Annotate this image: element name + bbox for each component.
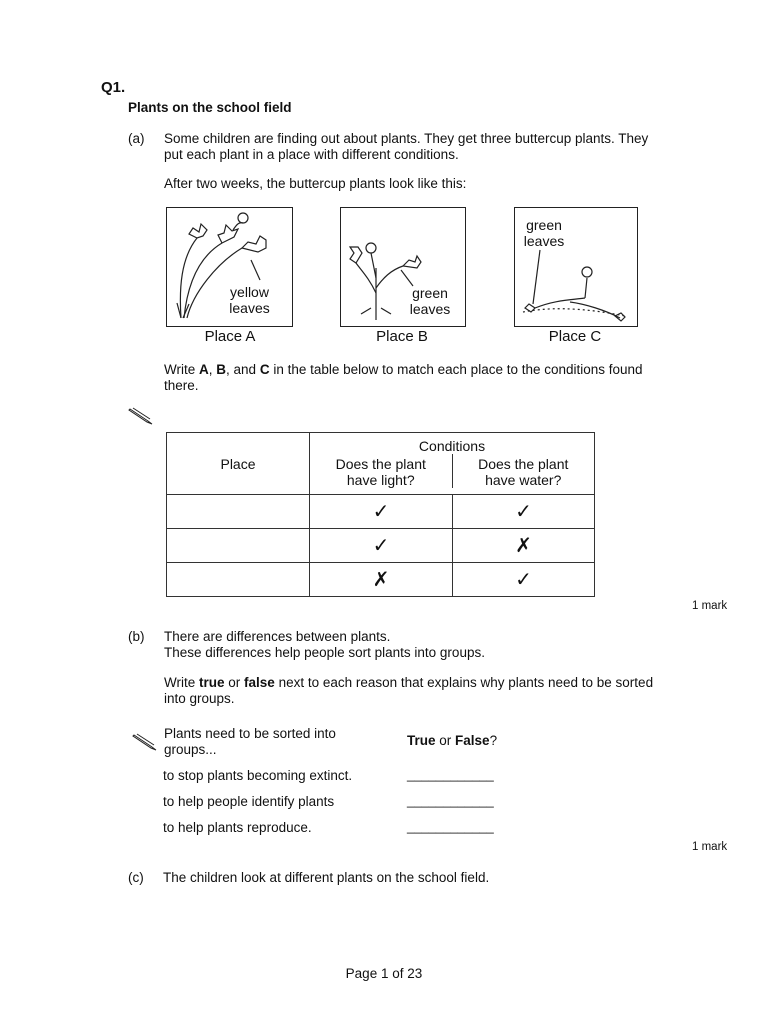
tf-or: or [435,733,456,748]
answer-blank[interactable]: ____________ [407,819,494,834]
sort-stem-line2: groups... [164,742,217,757]
water-cell: ✓ [453,563,595,597]
header-water-line2: have water? [485,472,562,488]
table-row [167,495,595,529]
page-footer [0,966,768,981]
instruction-text: next to each reason that explains why plants need to be sorted [274,675,654,690]
part-b-label: (b) [128,629,145,644]
instruction-text: Write [164,362,200,377]
instruction-false: false [244,675,275,690]
conditions-table [166,432,595,597]
place-b-caption: Place B [376,328,428,345]
page-of: of [392,966,404,981]
part-b-mark: 1 mark [692,841,728,853]
place-a-caption: Place A [204,328,256,345]
instruction-text: , [208,362,217,377]
place-a-image [166,207,293,327]
light-cell: ✓ [310,529,453,563]
table-row [167,529,595,563]
instruction-letter-a: A [199,362,209,377]
place-c-image [514,207,638,327]
page-prefix: Page [345,966,378,981]
header-light [310,454,453,488]
part-b-intro [164,629,704,661]
place-c-caption: Place C [548,328,602,345]
part-b-instruction [164,675,704,707]
water-cell: ✓ [453,495,595,529]
part-a-intro [164,131,704,163]
question-number: Q1. [101,79,126,96]
part-c-text: The children look at different plants on the school field. [163,870,490,885]
pencil-icon [132,731,160,753]
tf-true: True [407,733,436,748]
table-row [167,563,595,597]
instruction-letter-b: B [216,362,227,377]
part-a-mark: 1 mark [692,600,728,612]
sort-stem-line1: Plants need to be sorted into [164,726,336,741]
part-a-intro-line2: put each plant in a place with different conditions. [164,147,459,162]
instruction-letter-c: C [259,362,270,377]
part-a-after: After two weeks, the buttercup plants look like this: [164,176,467,191]
part-a-intro-line1: Some children are finding out about plants. They get three buttercup plants. They [164,131,649,146]
place-b-image [340,207,466,327]
page-number: 1 [380,966,389,981]
reason-text: to help plants reproduce. [163,820,312,835]
header-conditions-text: Conditions [418,438,486,454]
place-b-label [401,285,459,317]
part-a-label: (a) [128,131,145,146]
header-water-line1: Does the plant [478,456,569,472]
tf-false: False [455,733,490,748]
water-cell: ✗ [453,529,595,563]
header-place [167,433,310,495]
place-answer-cell[interactable] [167,495,310,529]
place-a-label-line2: leaves [229,300,270,316]
place-b-label-line1: green [412,285,448,301]
pencil-icon [128,405,156,427]
light-cell: ✓ [310,495,453,529]
part-c-label: (c) [128,870,144,885]
instruction-text: , and [226,362,260,377]
header-light-line2: have light? [346,472,415,488]
header-place-text: Place [220,455,256,472]
instruction-true: true [199,675,225,690]
reason-text: to help people identify plants [163,794,335,809]
place-a-label-line1: yellow [230,284,269,300]
sort-stem [164,726,374,758]
light-cell: ✗ [310,563,453,597]
question-subtitle: Plants on the school field [128,100,292,115]
header-water [453,456,595,488]
header-light-line1: Does the plant [335,456,426,472]
place-answer-cell[interactable] [167,529,310,563]
true-false-header [407,733,497,748]
page-total: 23 [407,966,423,981]
part-b-line2: These differences help people sort plants into groups. [164,645,485,660]
place-a-label [222,284,277,316]
answer-blank[interactable]: ____________ [407,793,494,808]
place-c-label [519,217,569,249]
place-b-label-line2: leaves [409,301,451,317]
place-answer-cell[interactable] [167,563,310,597]
part-a-instruction [164,362,704,394]
part-b-line1: There are differences between plants. [164,629,391,644]
reason-text: to stop plants becoming extinct. [163,768,353,783]
instruction-text: in the table below to match each place to the conditions found [269,362,643,377]
part-b-write-line2: into groups. [164,691,235,706]
tf-question: ? [489,733,498,748]
answer-blank[interactable]: ____________ [407,767,494,782]
instruction-text: or [224,675,245,690]
header-conditions [310,433,595,495]
instruction-text: Write [164,675,200,690]
place-c-label-line1: green [526,217,562,233]
instruction-line2: there. [164,378,199,393]
place-c-label-line2: leaves [523,233,565,249]
